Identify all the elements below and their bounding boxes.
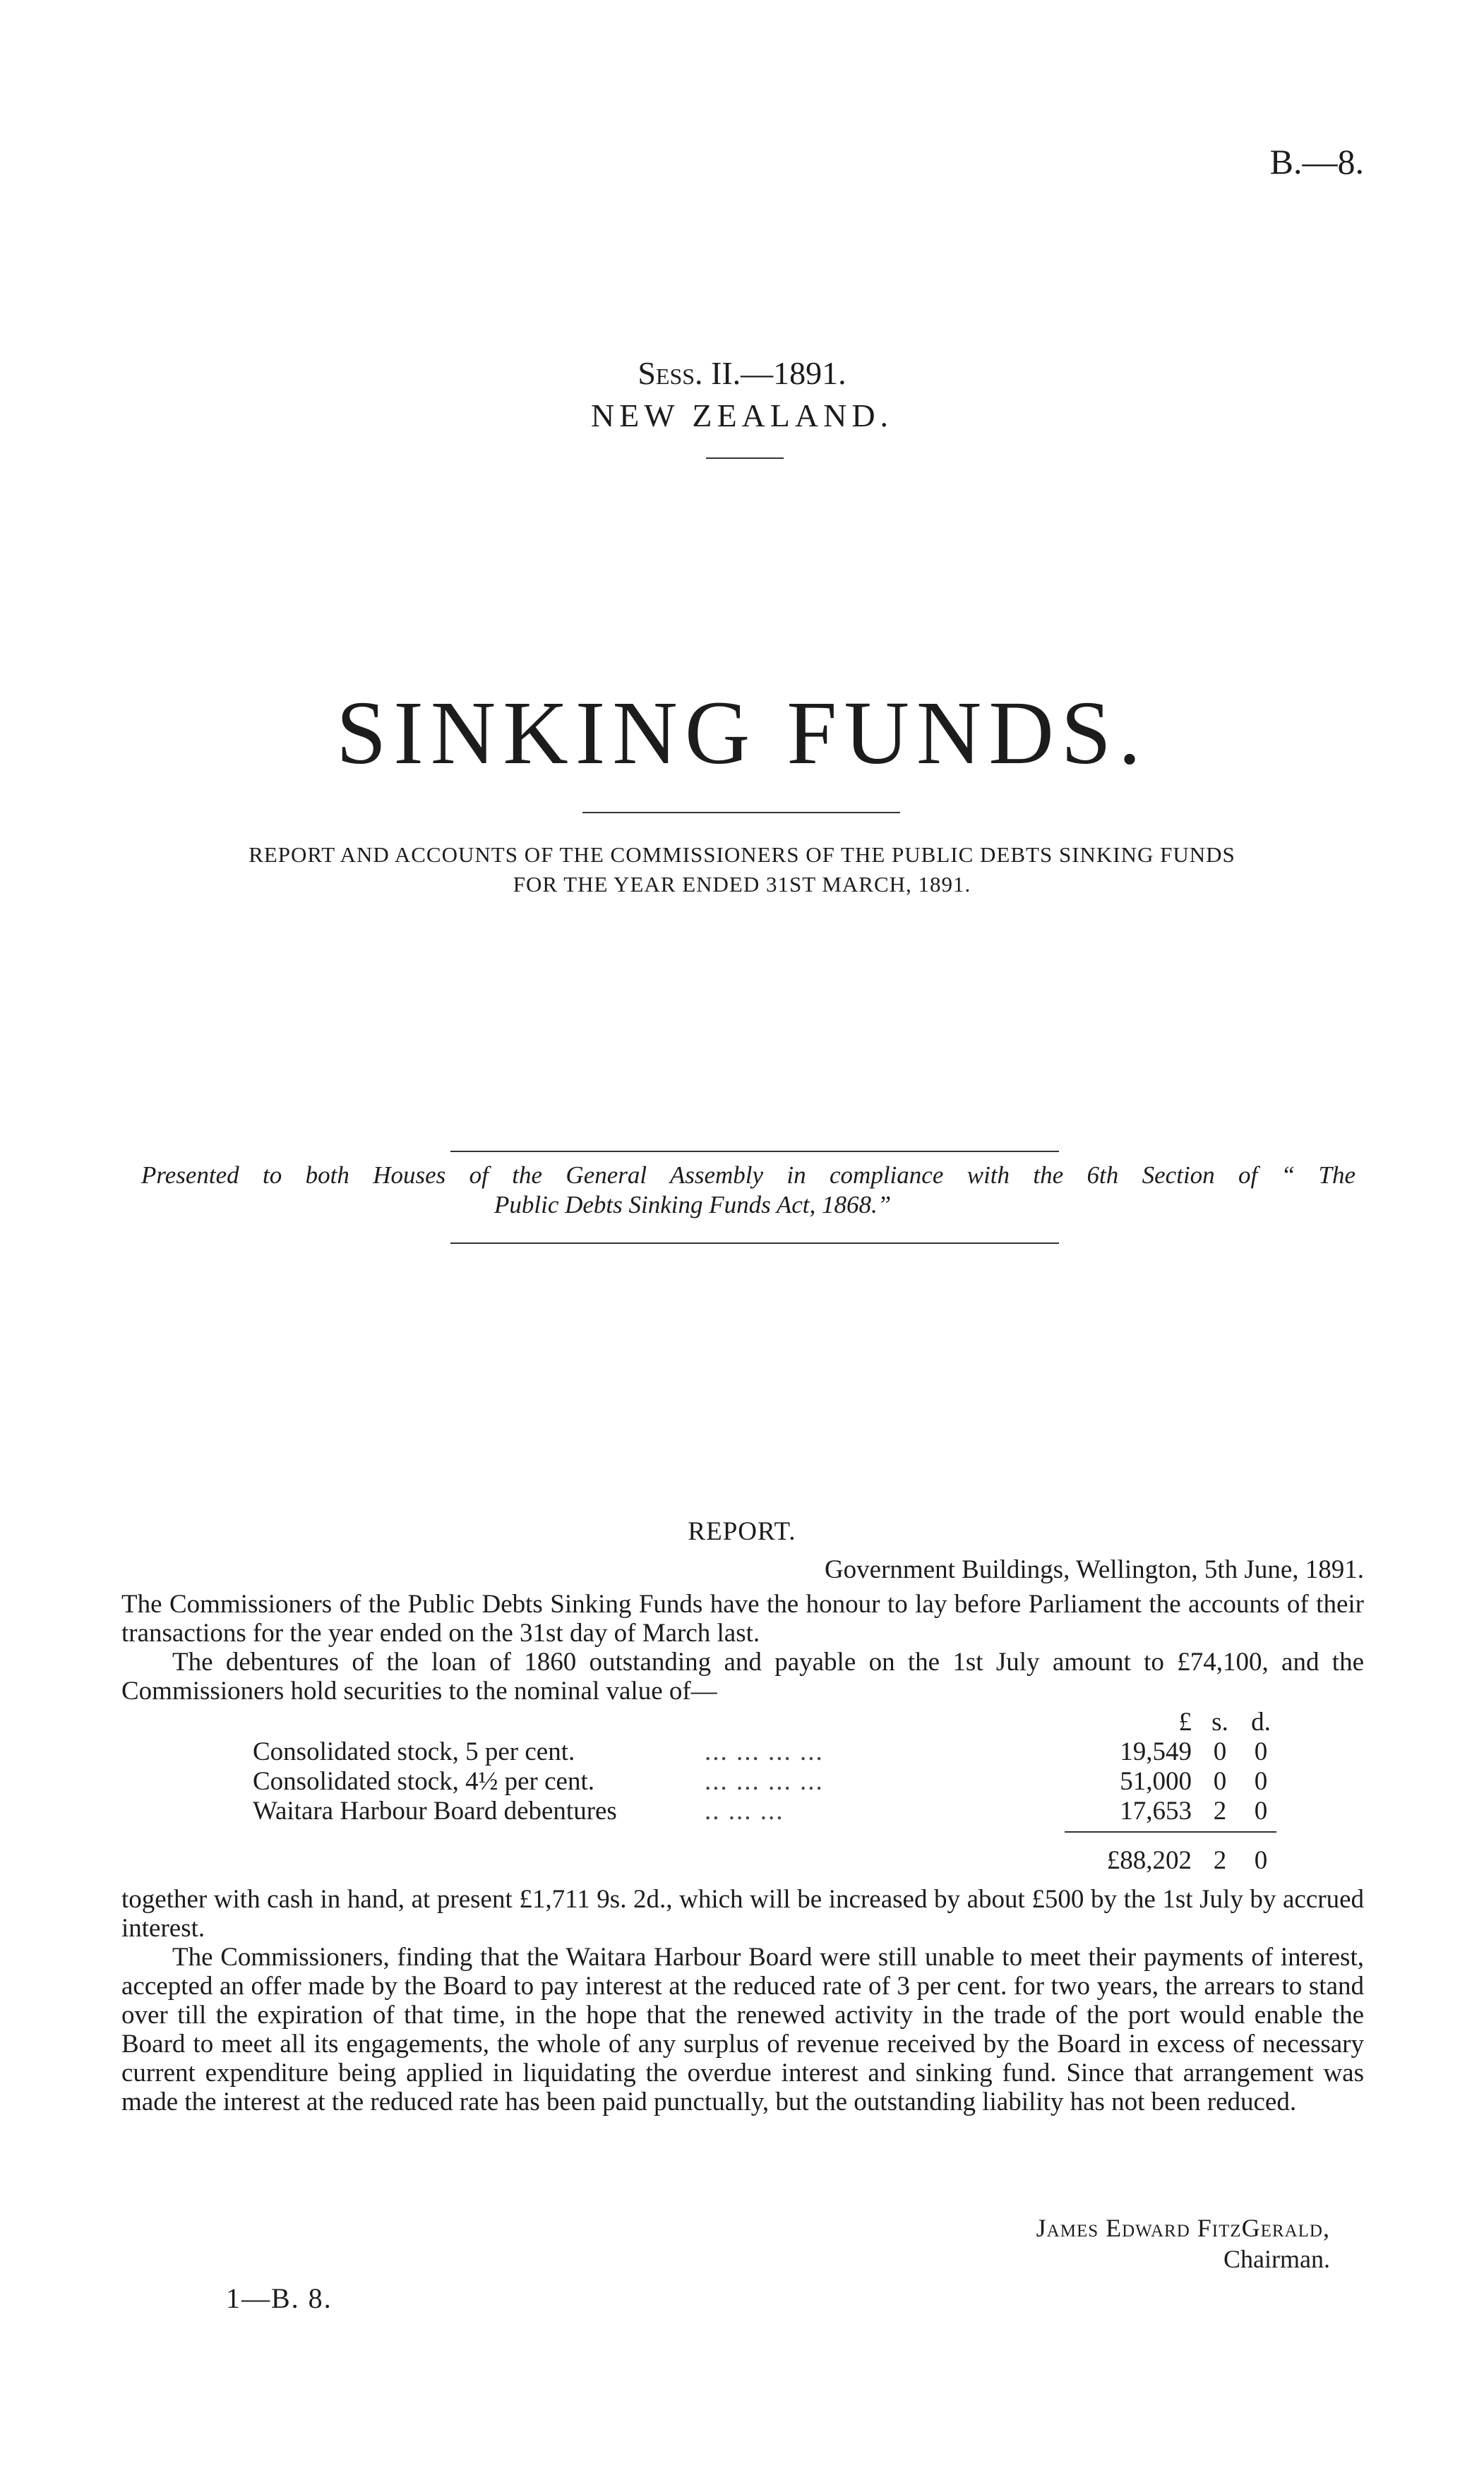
pence-value: 0 [1254, 1737, 1268, 1766]
pounds-header: £ [1178, 1708, 1192, 1737]
pounds-value: 51,000 [1120, 1767, 1192, 1796]
signatory-name: James Edward FitzGerald, [1036, 2214, 1330, 2242]
shillings-value: 0 [1213, 1737, 1227, 1766]
document-title: SINKING FUNDS. [336, 683, 1148, 783]
pounds-value: 17,653 [1120, 1797, 1192, 1826]
total-pence: 0 [1254, 1846, 1268, 1875]
report-dateline: Government Buildings, Wellington, 5th June, 1891. [824, 1555, 1364, 1584]
pence-value: 0 [1254, 1767, 1268, 1796]
session-line: Sess. II.—1891. [638, 355, 846, 391]
leader-dots: ... ... ... ... [705, 1737, 824, 1766]
pence-value: 0 [1254, 1797, 1268, 1826]
divider-rule [450, 1242, 1059, 1244]
report-body-bottom [121, 1885, 1364, 2116]
report-paragraph-1: The Commissioners of the Public Debts Sinking Funds have the honour to lay before Parliament the accounts of their transactions for the year ended on the 31st day of March last. [121, 1590, 1364, 1648]
total-shillings: 2 [1213, 1846, 1227, 1875]
total-pounds: £88,202 [1106, 1846, 1192, 1875]
document-reference: B.—8. [1269, 142, 1364, 181]
subtitle [0, 840, 1484, 899]
divider-rule [450, 1151, 1059, 1152]
presented-note [141, 1161, 1356, 1220]
shillings-header: s. [1211, 1708, 1228, 1737]
presented-line-2: Public Debts Sinking Funds Act, 1868.” [494, 1191, 892, 1218]
country-heading: NEW ZEALAND. [590, 397, 894, 433]
security-description: Waitara Harbour Board debentures [253, 1797, 617, 1826]
total-rule [1065, 1831, 1276, 1833]
security-description: Consolidated stock, 5 per cent. [253, 1737, 575, 1766]
security-description: Consolidated stock, 4½ per cent. [253, 1767, 594, 1796]
shillings-value: 2 [1213, 1797, 1227, 1826]
subtitle-line-1: REPORT AND ACCOUNTS OF THE COMMISSIONERS OF THE PUBLIC DEBTS SINKING FUNDS [249, 842, 1235, 867]
signature-block [1036, 2212, 1330, 2275]
pence-header: d. [1251, 1708, 1271, 1737]
pounds-value: 19,549 [1120, 1737, 1192, 1766]
signatory-title: Chairman. [1223, 2245, 1330, 2273]
shillings-value: 0 [1213, 1767, 1227, 1796]
divider-rule [582, 812, 900, 813]
leader-dots: .. ... ... [705, 1797, 784, 1826]
report-body-top [121, 1590, 1364, 1706]
report-paragraph-3: together with cash in hand, at present £1,711 9s. 2d., which will be increased by about £500 by the 1st July by accrued interest. [121, 1885, 1364, 1943]
leader-dots: ... ... ... ... [705, 1767, 824, 1796]
report-paragraph-4: The Commissioners, finding that the Waitara Harbour Board were still unable to meet their payments of interest, accepted an offer made by the Board to pay interest at the reduced rate of 3 per cent. for two years, the arrears to stand over till the expiration of that time, in the hope that the renewed activity in the trade of the port would enable the Board to meet all its engagements, the whole of any surplus of revenue received by the Board in excess of necessary current expenditure being applied in liquidating the overdue interest and sinking fund. Since that arrangement was made the interest at the reduced rate has been paid punctually, but the outstanding liability has not been reduced. [121, 1943, 1364, 2116]
divider-rule [706, 457, 784, 459]
presented-line-1: Presented to both Houses of the General Assembly in compliance with the 6th Section of “ The [141, 1161, 1356, 1189]
subtitle-line-2: FOR THE YEAR ENDED 31ST MARCH, 1891. [513, 872, 971, 897]
footer-reference: 1—B. 8. [226, 2282, 333, 2314]
report-paragraph-2: The debentures of the loan of 1860 outstanding and payable on the 1st July amount to £74,100, and the Commissioners hold securities to the nominal value of— [121, 1648, 1364, 1706]
report-heading: REPORT. [688, 1517, 796, 1546]
